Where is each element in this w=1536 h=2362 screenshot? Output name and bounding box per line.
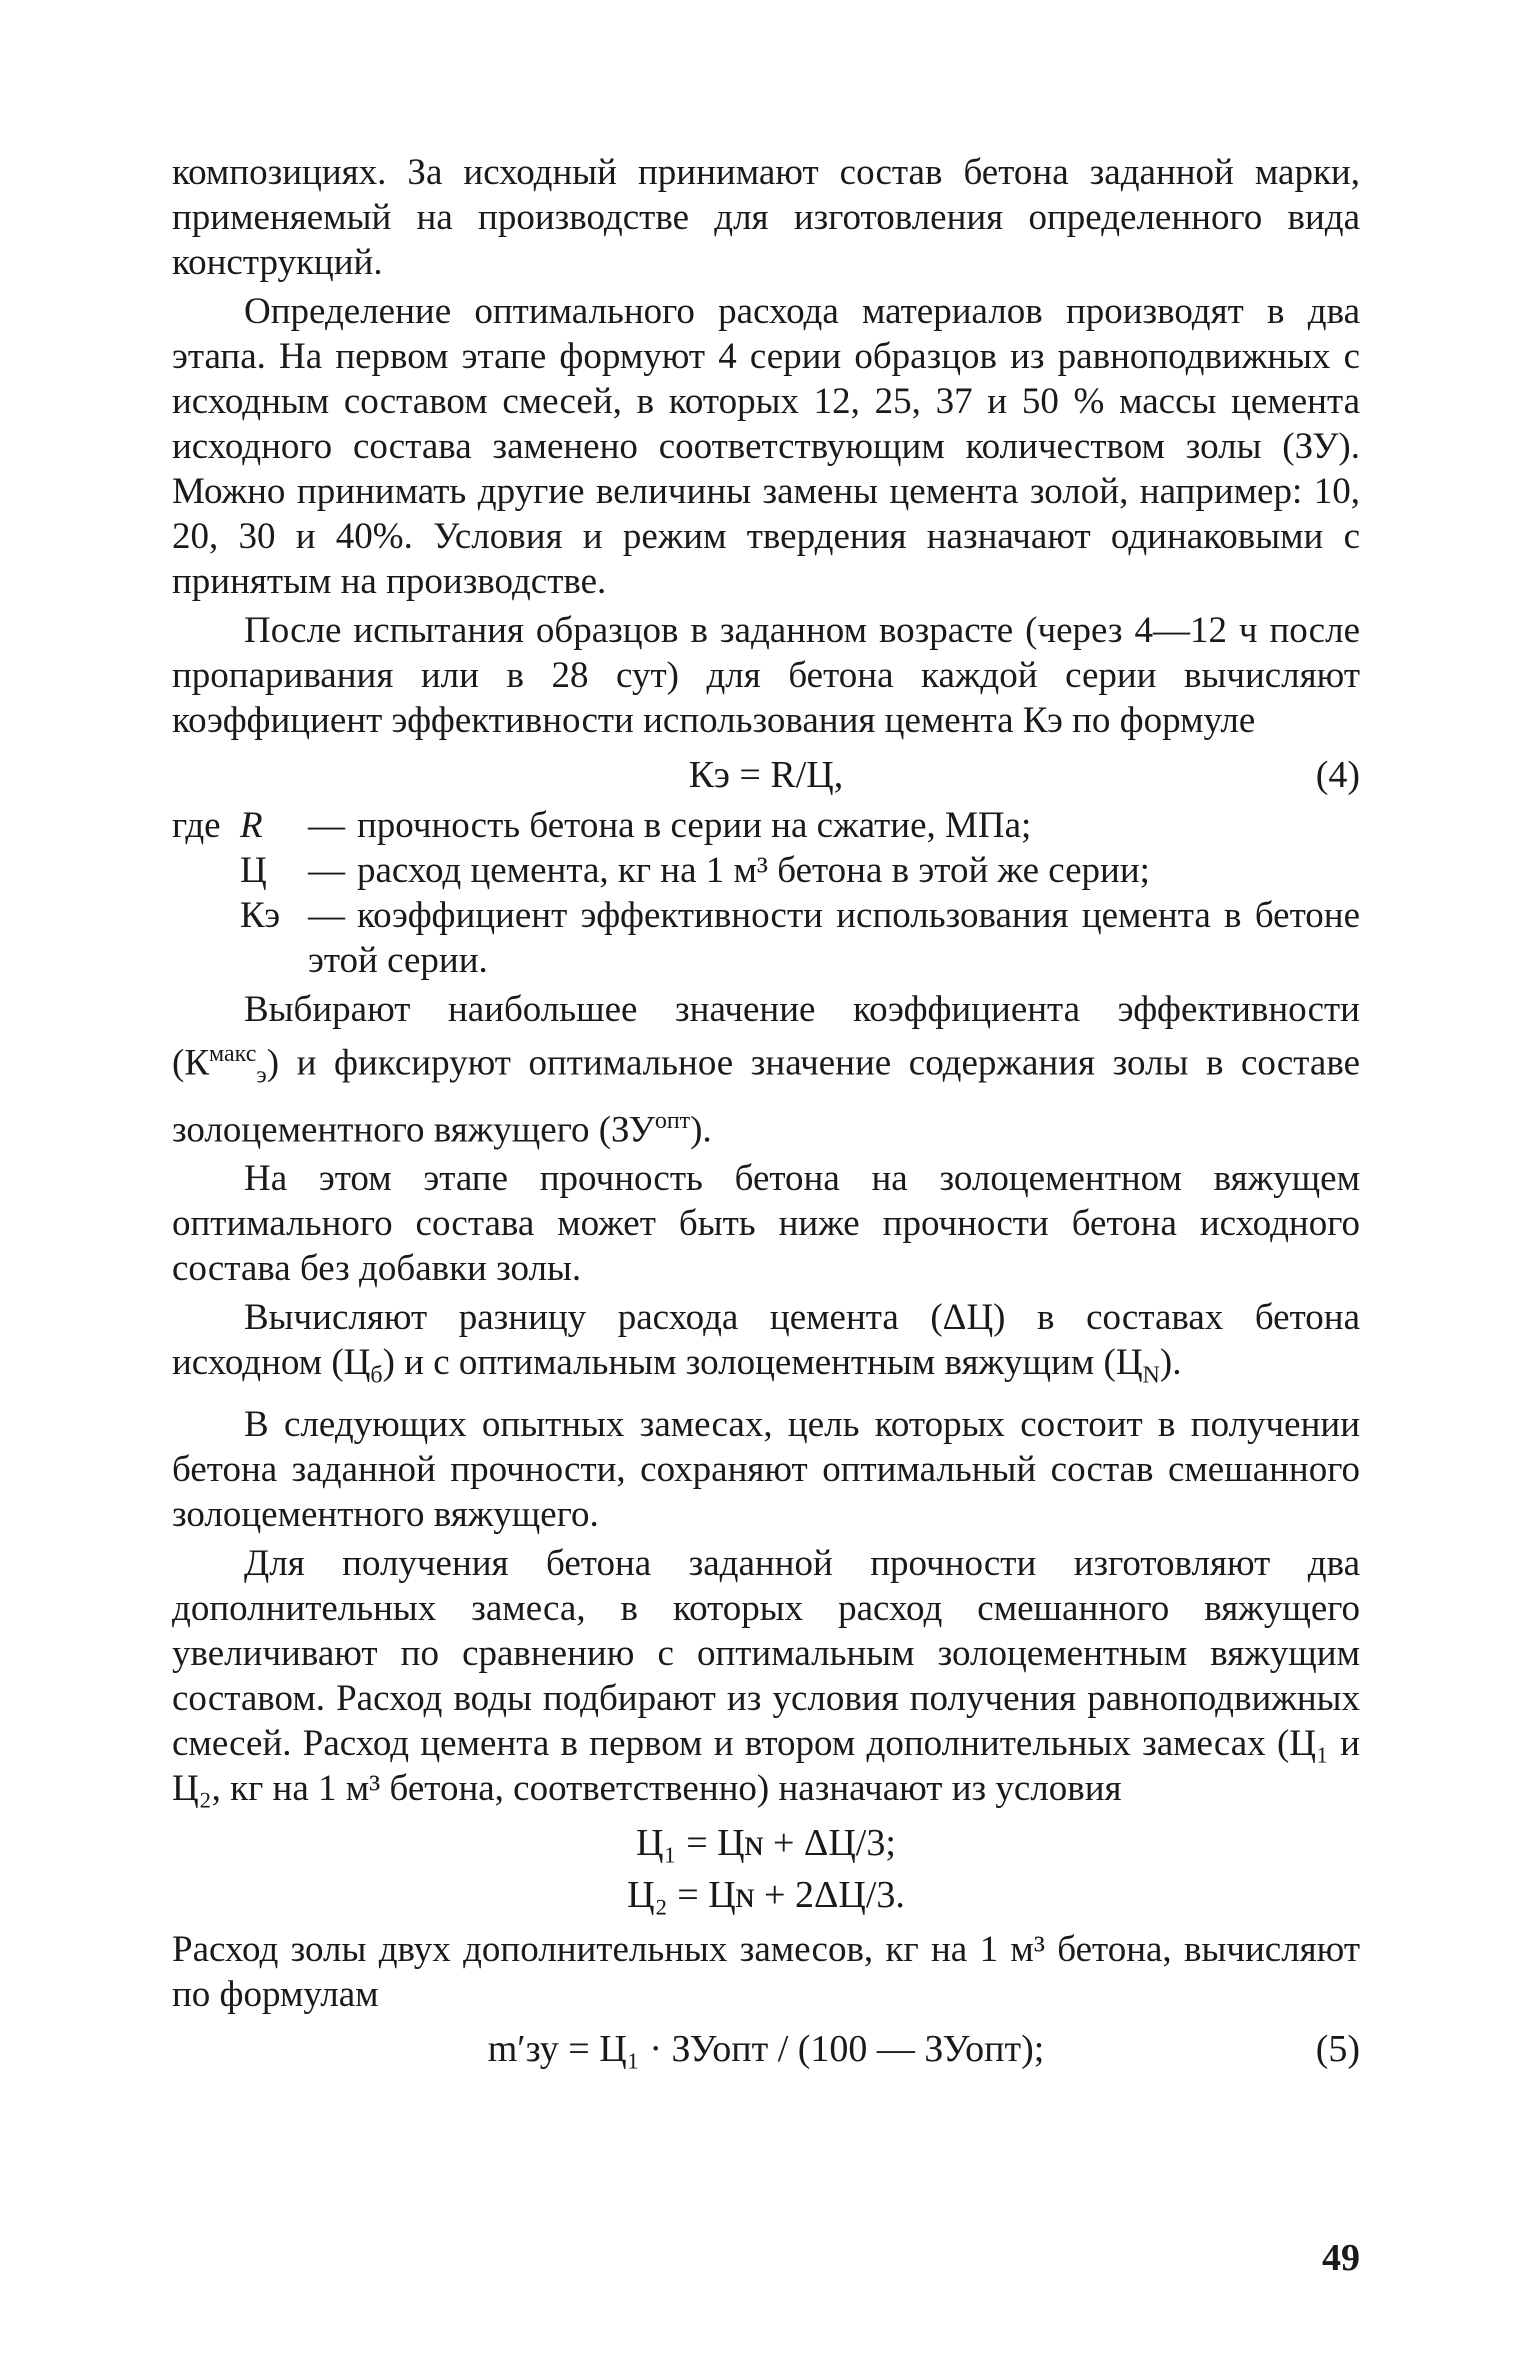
- definition-text: — расход цемента, кг на 1 м³ бетона в этой же серии;: [308, 850, 1150, 891]
- definition-row: [172, 893, 1360, 983]
- definition-row: [172, 848, 1360, 893]
- formula-4-expression: Кэ = R/Ц,: [688, 754, 844, 796]
- formula-5-expression: m′зу = Ц₁ · ЗУопт / (100 — ЗУопт);: [487, 2028, 1045, 2071]
- paragraph-5: На этом этапе прочность бетона на золоцементном вяжущем оптимального состава может быть ниже прочности бетона исходного состава без добавки золы.: [172, 1158, 1360, 1290]
- formula-4: [172, 747, 1360, 803]
- page-body: [172, 150, 1360, 2077]
- paragraph-4: Выбирают наибольшее значение коэффициента эффективности $(К^{макс}_э)$ и фиксируют оптимальное значение содержания золы в составе золоцементного вяжущего $(ЗУ^{опт})$.: [172, 989, 1360, 1151]
- formula-5-number: (5): [1315, 2028, 1360, 2071]
- definitions-lead: где: [172, 805, 221, 846]
- definition-text: — коэффициент эффективности использования цемента в бетоне этой серии.: [308, 895, 1360, 981]
- page-number: 49: [1322, 2237, 1360, 2279]
- formula-5: [172, 2021, 1360, 2077]
- equation-2: Ц₂ = Цɴ + 2ΔЦ/3.: [627, 1874, 905, 1917]
- paragraph-9: Расход золы двух дополнительных замесов, кг на 1 м³ бетона, вычисляют по формулам: [172, 1929, 1360, 2016]
- definition-text: — прочность бетона в серии на сжатие, МПа;: [308, 805, 1032, 846]
- equations-block: [172, 1817, 1360, 1921]
- equation-1: Ц₁ = Цɴ + ΔЦ/3;: [636, 1822, 896, 1865]
- paragraph-1: композициях. За исходный принимают состав бетона заданной марки, применяемый на производстве для изготовления определенного вида конструкций.: [172, 152, 1360, 283]
- definition-symbol: R: [240, 805, 263, 846]
- paragraph-8: Для получения бетона заданной прочности изготовляют два дополнительных замеса, в которых расход смешанного вяжущего увеличивают по сравнению с оптимальным золоцементным вяжущим составом. Расход воды подбирают из условия получения равноподвижных смесей. Расход цемента в первом и втором дополнительных замесах (Ц₁ и Ц₂, кг на 1 м³ бетона, соответственно) назначают из условия: [172, 1543, 1360, 1810]
- definitions-list: [172, 803, 1360, 983]
- paragraph-6: Вычисляют разницу расхода цемента (ΔЦ) в составах бетона исходном $(Ц_б)$ и с оптимальным золоцементным вяжущим $(Ц_N)$.: [172, 1297, 1360, 1389]
- definition-symbol: Ц: [240, 850, 267, 891]
- paragraph-3: После испытания образцов в заданном возрасте (через 4—12 ч после пропаривания или в 28 сут) для бетона каждой серии вычисляют коэффициент эффективности использования цемента Кэ по формуле: [172, 610, 1360, 741]
- definition-row: [172, 803, 1360, 848]
- paragraph-7: В следующих опытных замесах, цель которых состоит в получении бетона заданной прочности, сохраняют оптимальный состав смешанного золоцементного вяжущего.: [172, 1404, 1360, 1536]
- definition-symbol: Кэ: [240, 895, 281, 936]
- paragraph-2: Определение оптимального расхода материалов производят в два этапа. На первом этапе формуют 4 серии образцов из равноподвижных с исходным составом смесей, в которых 12, 25, 37 и 50 % массы цемента исходного состава заменено соответствующим количеством золы (ЗУ). Можно принимать другие величины замены цемента золой, например: 10, 20, 30 и 40%. Условия и режим твердения назначают одинаковыми с принятым на производстве.: [172, 291, 1360, 602]
- formula-4-number: (4): [1315, 754, 1360, 796]
